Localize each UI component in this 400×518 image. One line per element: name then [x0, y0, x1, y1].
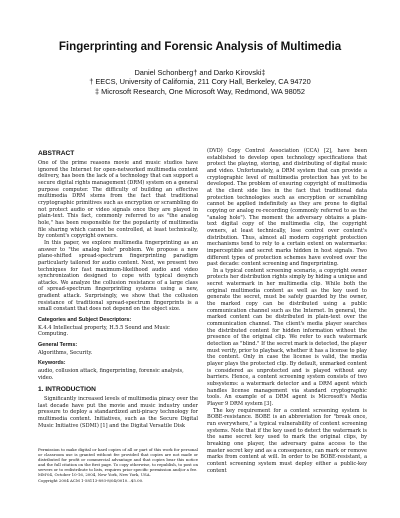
categories-heading: Categories and Subject Descriptors: — [38, 317, 132, 324]
affiliation-2: ‡ Microsoft Research, One Microsoft Way, Redmond, WA 98052 — [94, 86, 306, 96]
left-column — [38, 150, 198, 429]
right-column — [207, 148, 367, 474]
general-terms-heading: General Terms: — [38, 342, 78, 348]
introduction-paragraph-1: Significantly increased levels of multimedia piracy over the last decade have put the movie and music industry under pressure to deploy a standardized anti-piracy technology for multimedia content. Initiatives, such as the Secure Digital Music Initiative (SDMI) [1] and the Digital Versatile Disk — [38, 396, 198, 429]
author-block — [0, 68, 400, 96]
abstract-paragraph-2: In this paper, we explore multimedia fingerprinting as an answer to "the analog hole" problem. We propose a new plane-shifted spread-spectrum fingerprinting paradigm particularly tailored for audio content. Next, we present two techniques for fast maximum-likelihood audio and video synchronization designed to cope with typical desynch attacks. We analyze the collusion resistance of a large class of spread-spectrum fingerprinting systems using a new, gradient attack. Surprisingly, we show that the collusion resistance of traditional spread-spectrum fingerprints is a small constant that does not depend on the object size. — [38, 239, 198, 313]
keywords-heading: Keywords: — [38, 360, 66, 367]
right-paragraph-2: In a typical content screening scenario, a copyright owner protects her distribution rights simply by hiding a unique and secret watermark in her multimedia clip. While both the original multimedia content as well as the key used to generate the secret, must be safely guarded by the owner, the marked copy can be distributed using a public communication channel such as the Internet. In general, the marked content can be distributed in plain-text over the communication channel. The client's media player searches the distributed content for hidden information without the presence of the original clip. We refer to such watermark detection as "blind." If the secret mark is detected, the player must verify, prior to playback, whether it has a license to play the content. Only in case the license is valid, the media player plays the protected clip. By default, unmarked content is considered as unprotected and is played without any barriers. Hence, a content screening system consists of two subsystems: a watermark detector and a DRM agent which handles license management via standard cryptographic tools. An example of a DRM agent is Microsoft's Media Player 9 DRM system [3]. — [207, 267, 367, 407]
abstract-paragraph-1: One of the prime reasons movie and music studios have ignored the Internet for open-networked multimedia content delivery, has been the lack of a technology that can support a secure digital rights management (DRM) system on a general purpose computer. The difficulty of building an effective multimedia DRM stems from the fact that traditional cryptographic primitives such as encryption or scrambling do not protect audio or video signals once they are played in plain-text. This fact, commonly referred to as "the analog hole," has been responsible for the popularity of multimedia file sharing which cannot be controlled, at least technically, by content's copyright owners. — [38, 160, 198, 240]
affiliation-1: † EECS, University of California, 211 Cory Hall, Berkeley, CA 94720 — [89, 77, 311, 87]
permission-notice — [38, 447, 198, 483]
conference-line: MM'04, October 10-16, 2004, New York, New York, USA. — [38, 472, 151, 478]
abstract-heading: ABSTRACT — [38, 150, 75, 157]
categories-body: K.4.4 Intellectual property, H.5.5 Sound and Music Computing. — [38, 324, 170, 338]
right-paragraph-1: (DVD) Copy Control Association (CCA) [2], have been established to develop open technology specifications that protect the playing, storing, and distributing of digital music and video. Unfortunately, a DRM system that can provide a cryptographic level of multimedia protection has yet to be developed. The problem of ensuring copyright of multimedia at the client side lies in the fact that traditional data protection technologies such as encryption or scrambling cannot be applied indefinitely as they are prone to digital copying or analog re-recording (commonly referred to as the "analog hole"). The moment the adversary obtains a plain-text digital copy of the multimedia clip, the copyright owners, at least technically, lose control over content's distribution. Thus, almost all modern copyright protection mechanisms tend to rely to a certain extent on watermarks: imperceptible and secret marks hidden in host signals. Two different types of protection schemes have evolved over the past decade: content screening and fingerprinting. — [207, 148, 367, 268]
paper-title: Fingerprinting and Forensic Analysis of Multimedia — [58, 40, 342, 53]
right-paragraph-3: The key requirement for a content screening system is BOBE-resistance. BOBE is an abbreviation for "break once, run everywhere," a typical vulnerability of content screening systems. Note that if the key used to detect the watermark is the same secret key used to mark the original clips, by breaking one player, the adversary gains access to the master secret key and as a consequence, can mark or remove marks from content at will. In order to be BOBE-resistant, a content screening system must deploy either a public-key content — [207, 407, 367, 474]
keywords-body: audio, collusion attack, fingerprinting, forensic analysis, video. — [38, 367, 184, 381]
general-terms-body: Algorithms, Security. — [38, 349, 93, 356]
introduction-heading: 1. INTRODUCTION — [38, 386, 96, 394]
permission-text: Permission to make digital or hard copies of all or part of this work for personal or classroom use is granted without fee provided that copies are not made or distributed for profit or commercial advantage and that copies bear this notice and the full citation on the first page. To copy otherwise, to republish, to post on servers or to redistribute to lists, requires prior specific permission and/or a fee. — [38, 447, 198, 473]
author-names: Daniel Schonberg† and Darko Kirovski‡ — [134, 68, 266, 77]
copyright-line: Copyright 2004 ACM 1-58113-893-8/04/0010...$5.00. — [38, 477, 144, 483]
